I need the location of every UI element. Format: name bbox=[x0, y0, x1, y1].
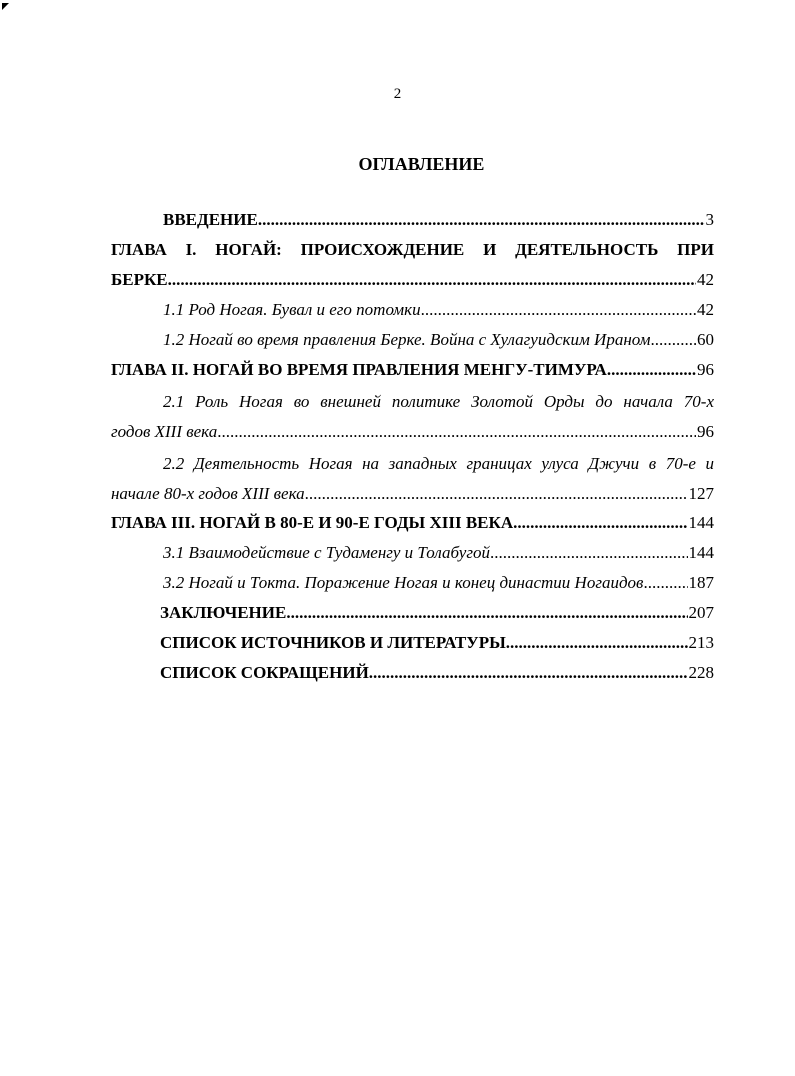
toc-word: ГЛАВА bbox=[111, 240, 167, 259]
toc-word: в bbox=[648, 454, 657, 473]
toc-title: ОГЛАВЛЕНИЕ bbox=[358, 154, 485, 174]
scan-corner-mark bbox=[2, 3, 9, 10]
toc-word: 2.2 bbox=[163, 454, 185, 473]
toc-word: ПРИ bbox=[677, 240, 714, 259]
toc-entry-section-2-1-line-1[interactable] bbox=[163, 392, 714, 412]
toc-entry-label: ГЛАВА III. НОГАЙ В 80-Е И 90-Е ГОДЫ XIII ВЕКА bbox=[111, 513, 514, 532]
toc-word: Ногая bbox=[239, 392, 283, 411]
toc-entry-label: 3.1 Взаимодействие с Тудаменгу и Толабугой bbox=[163, 543, 490, 562]
dot-leader bbox=[217, 422, 696, 442]
toc-entry-page: 187 bbox=[688, 573, 714, 592]
toc-entry-conclusion[interactable] bbox=[160, 603, 714, 623]
toc-word: Роль bbox=[195, 392, 229, 411]
toc-word: во bbox=[293, 392, 310, 411]
toc-entry-page: 96 bbox=[697, 422, 714, 441]
toc-word: западных bbox=[388, 454, 457, 473]
toc-word: Джучи bbox=[588, 454, 640, 473]
toc-entry-section-3-2[interactable] bbox=[163, 573, 714, 593]
dot-leader bbox=[305, 484, 688, 504]
toc-entry-page: 60 bbox=[697, 330, 714, 349]
toc-entry-chapter-2[interactable] bbox=[111, 360, 714, 380]
toc-word: Орды bbox=[543, 392, 585, 411]
toc-entry-label: БЕРКЕ bbox=[111, 270, 168, 289]
toc-entry-section-3-1[interactable] bbox=[163, 543, 714, 563]
toc-entry-abbreviations[interactable] bbox=[160, 663, 714, 683]
page-number: 2 bbox=[393, 86, 402, 102]
toc-entry-page: 96 bbox=[697, 360, 714, 379]
toc-entry-page: 3 bbox=[705, 210, 714, 229]
dot-leader bbox=[513, 513, 687, 533]
dot-leader bbox=[258, 210, 705, 230]
toc-word: НОГАЙ: bbox=[215, 240, 282, 259]
toc-entry-chapter-1[interactable] bbox=[111, 270, 714, 290]
toc-entry-page: 228 bbox=[688, 663, 714, 682]
dot-leader bbox=[286, 603, 687, 623]
toc-entry-label: 1.1 Род Ногая. Бувал и его потомки bbox=[163, 300, 421, 319]
toc-word: политике bbox=[391, 392, 461, 411]
toc-entry-page: 207 bbox=[688, 603, 714, 622]
dot-leader bbox=[650, 330, 696, 350]
toc-entry-page: 213 bbox=[688, 633, 714, 652]
toc-word: на bbox=[362, 454, 380, 473]
dot-leader bbox=[607, 360, 696, 380]
toc-word: ДЕЯТЕЛЬНОСТЬ bbox=[515, 240, 659, 259]
toc-word: Деятельность bbox=[193, 454, 300, 473]
toc-word: 2.1 bbox=[163, 392, 185, 411]
toc-entry-label: начале 80-х годов XIII века bbox=[111, 484, 305, 503]
toc-entry-introduction[interactable] bbox=[163, 210, 714, 230]
toc-word: 70-е bbox=[665, 454, 696, 473]
toc-entry-sources[interactable] bbox=[160, 633, 714, 653]
toc-entry-page: 42 bbox=[697, 270, 714, 289]
toc-word: и bbox=[705, 454, 714, 473]
toc-entry-page: 144 bbox=[688, 513, 714, 532]
toc-entry-label: 3.2 Ногай и Токта. Поражение Ногая и конец династии Ногаидов bbox=[163, 573, 644, 592]
dot-leader bbox=[643, 573, 687, 593]
dot-leader bbox=[168, 270, 696, 290]
toc-word: Золотой bbox=[471, 392, 533, 411]
toc-word: I. bbox=[185, 240, 197, 259]
toc-entry-section-2-2-line-1[interactable] bbox=[163, 454, 714, 474]
dot-leader bbox=[421, 300, 696, 320]
dot-leader bbox=[490, 543, 688, 563]
toc-word: 70-х bbox=[683, 392, 714, 411]
toc-entry-section-2-1[interactable] bbox=[111, 422, 714, 442]
toc-word: границах bbox=[466, 454, 532, 473]
toc-word: внешней bbox=[320, 392, 381, 411]
toc-entry-section-1-1[interactable] bbox=[163, 300, 714, 320]
toc-word: Ногая bbox=[308, 454, 353, 473]
toc-entry-label: годов XIII века bbox=[111, 422, 218, 441]
toc-entry-label: СПИСОК СОКРАЩЕНИЙ bbox=[160, 663, 369, 682]
toc-entry-label: ГЛАВА II. НОГАЙ ВО ВРЕМЯ ПРАВЛЕНИЯ МЕНГУ-ТИМУРА bbox=[111, 360, 607, 379]
toc-entry-page: 42 bbox=[697, 300, 714, 319]
toc-word: улуса bbox=[541, 454, 579, 473]
toc-entry-page: 144 bbox=[688, 543, 714, 562]
toc-entry-label: ЗАКЛЮЧЕНИЕ bbox=[160, 603, 287, 622]
toc-entry-section-2-2[interactable] bbox=[111, 484, 714, 504]
dot-leader bbox=[506, 633, 688, 653]
toc-word: до bbox=[595, 392, 613, 411]
toc-entry-label: ВВЕДЕНИЕ bbox=[163, 210, 258, 229]
toc-word: ПРОИСХОЖДЕНИЕ bbox=[300, 240, 465, 259]
toc-entry-section-1-2[interactable] bbox=[163, 330, 714, 350]
toc-entry-page: 127 bbox=[688, 484, 714, 503]
dot-leader bbox=[369, 663, 688, 683]
toc-entry-chapter-1-line-1[interactable] bbox=[111, 240, 714, 260]
toc-entry-label: 1.2 Ногай во время правления Берке. Война с Хулагуидским Ираном bbox=[163, 330, 651, 349]
toc-word: начала bbox=[623, 392, 673, 411]
toc-word: И bbox=[483, 240, 497, 259]
toc-entry-label: СПИСОК ИСТОЧНИКОВ И ЛИТЕРАТУРЫ bbox=[160, 633, 506, 652]
toc-entry-chapter-3[interactable] bbox=[111, 513, 714, 533]
